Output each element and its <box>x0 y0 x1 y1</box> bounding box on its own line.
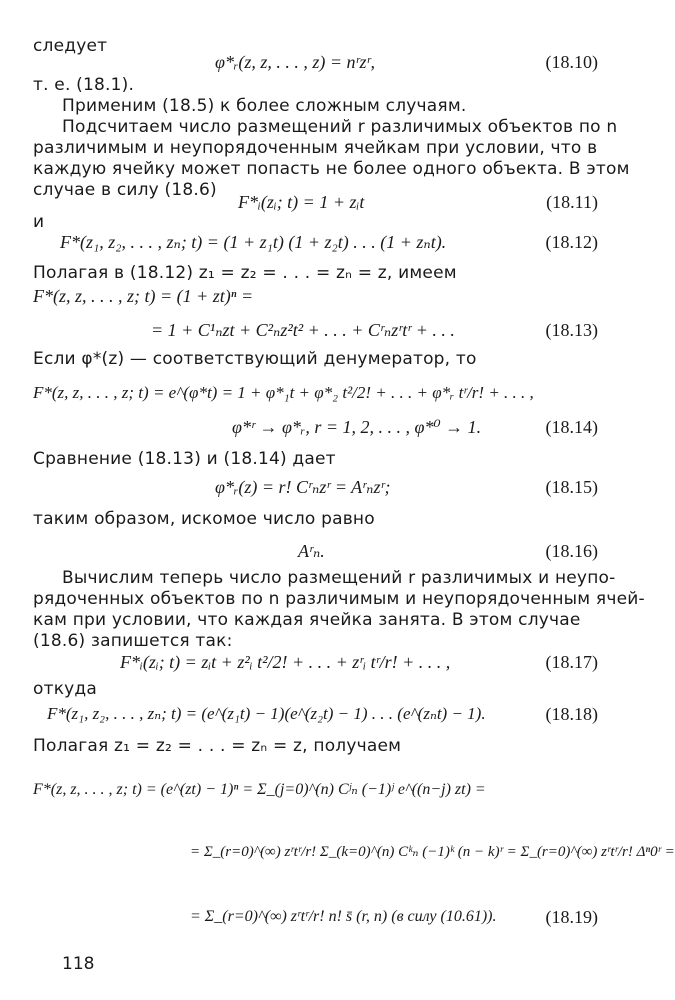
text-line: Подсчитаем число размещений r различимых объектов по n <box>62 117 618 137</box>
equation-number: (18.12) <box>545 232 598 252</box>
text-line: различимым и неупорядоченным ячейкам при условии, что в <box>33 138 598 158</box>
equation-number: (18.15) <box>545 477 598 497</box>
formula-18-16: Aʳₙ. <box>298 541 325 561</box>
text-line: случае в силу (18.6) <box>33 180 217 200</box>
equation-number: (18.10) <box>545 52 598 72</box>
formula-18-14-part2: φ*ʳ → φ*ᵣ, r = 1, 2, . . . , φ*⁰ → 1. <box>232 417 482 437</box>
formula-18-17: F*ᵢ(zᵢ; t) = zᵢt + z²ᵢ t²/2! + . . . + zʳᵢ tʳ/r! + . . . , <box>120 652 451 672</box>
formula-18-10: φ*ᵣ(z, z, . . . , z) = nʳzʳ, <box>215 52 376 72</box>
text-line: Вычислим теперь число размещений r различимых и неупо- <box>62 568 616 588</box>
formula-18-11: F*ᵢ(zᵢ; t) = 1 + zᵢt <box>238 192 365 212</box>
formula-18-13-part2: = 1 + C¹ₙzt + C²ₙz²t² + . . . + Cʳₙzʳtʳ + . . . <box>151 320 455 340</box>
text-line: следует <box>33 36 108 56</box>
text-line: откуда <box>33 679 98 699</box>
formula-18-19-part1: F*(z, z, . . . , z; t) = (e^(zt) − 1)ⁿ = Σ_(j=0)^(n) Cʲₙ (−1)ʲ e^((n−j) zt) = <box>33 781 486 798</box>
text-line: (18.6) запишется так: <box>33 631 233 651</box>
equation-number: (18.17) <box>545 652 598 672</box>
formula-18-18: F*(z₁, z₂, . . . , zₙ; t) = (e^(z₁t) − 1)(e^(z₂t) − 1) . . . (e^(zₙt) − 1). <box>47 704 486 723</box>
equation-number: (18.11) <box>546 192 598 212</box>
text-line: кам при условии, что каждая ячейка занята. В этом случае <box>33 610 581 630</box>
text-line: таким образом, искомое число равно <box>33 509 375 529</box>
equation-number: (18.13) <box>545 320 598 340</box>
text-line: Если φ*(z) — соответствующий денумератор, то <box>33 349 477 369</box>
text-line: Применим (18.5) к более сложным случаям. <box>62 96 467 116</box>
equation-number: (18.14) <box>545 417 598 437</box>
equation-number: (18.19) <box>545 907 598 927</box>
text-line: т. е. (18.1). <box>33 75 135 95</box>
text-line: каждую ячейку может попасть не более одного объекта. В этом <box>33 159 630 179</box>
equation-number: (18.18) <box>545 704 598 724</box>
equation-number: (18.16) <box>545 541 598 561</box>
text-line: Сравнение (18.13) и (18.14) дает <box>33 449 336 469</box>
text-line: Полагая в (18.12) z₁ = z₂ = . . . = zₙ = z, имеем <box>33 263 457 283</box>
formula-18-12: F*(z₁, z₂, . . . , zₙ; t) = (1 + z₁t) (1 + z₂t) . . . (1 + zₙt). <box>60 232 447 252</box>
formula-18-13-part1: F*(z, z, . . . , z; t) = (1 + zt)ⁿ = <box>33 286 254 306</box>
page-number: 118 <box>62 954 95 974</box>
formula-18-15: φ*ᵣ(z) = r! Cʳₙzʳ = Aʳₙzʳ; <box>215 477 391 497</box>
text-line: Полагая z₁ = z₂ = . . . = zₙ = z, получаем <box>33 736 402 756</box>
text-line: рядоченных объектов по n различимым и неупорядоченным ячей- <box>33 589 645 609</box>
formula-18-19-part2: = Σ_(r=0)^(∞) zʳtʳ/r! Σ_(k=0)^(n) Cᵏₙ (−1)ᵏ (n − k)ʳ = Σ_(r=0)^(∞) zʳtʳ/r! Δⁿ0ʳ = <box>190 844 675 860</box>
text-line: и <box>33 212 45 232</box>
formula-18-19-part3: = Σ_(r=0)^(∞) zʳtʳ/r! n! s̄ (r, n) (в силу (10.61)). <box>190 908 497 925</box>
formula-18-14-part1: F*(z, z, . . . , z; t) = e^(φ*t) = 1 + φ*₁t + φ*₂ t²/2! + . . . + φ*ᵣ tʳ/r! + . . . , <box>33 383 534 402</box>
